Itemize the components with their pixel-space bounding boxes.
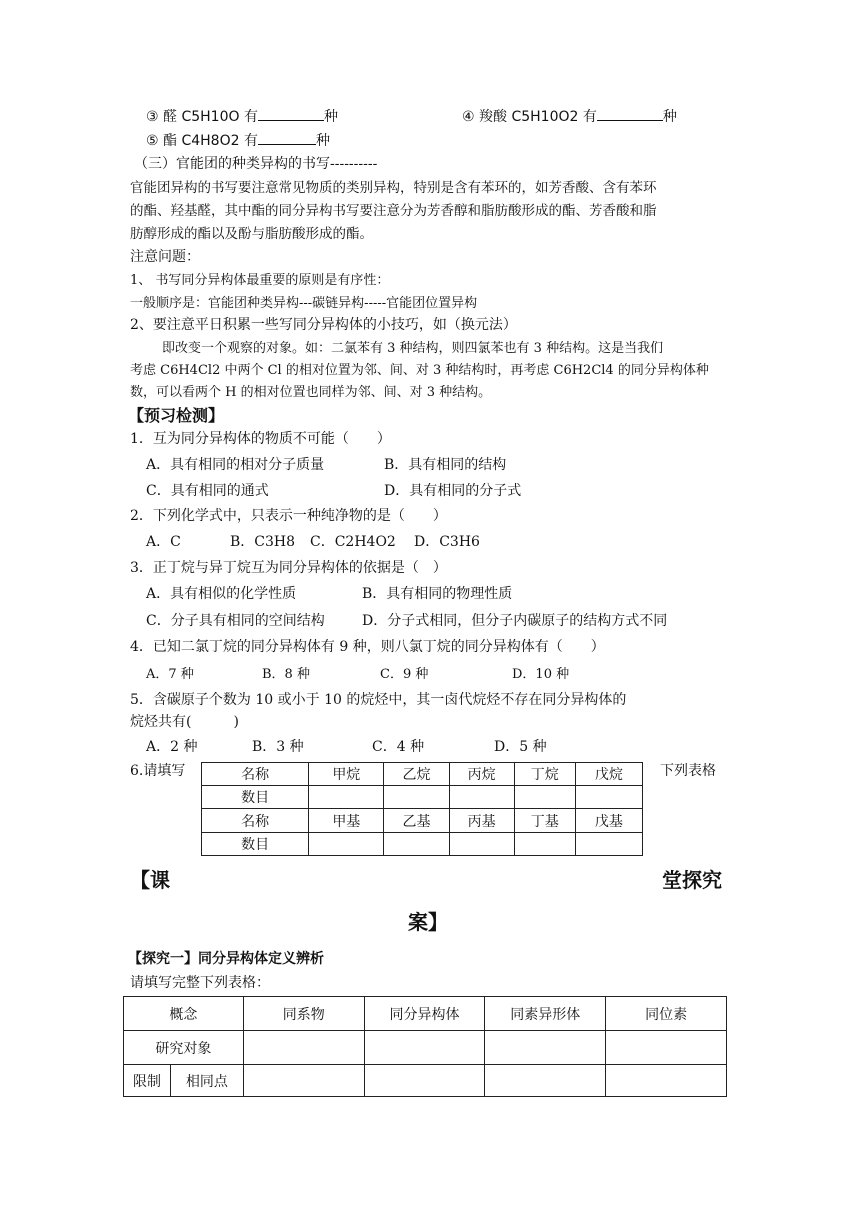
table-cell: 概念 — [124, 997, 244, 1031]
class-heading-right: 堂探究 — [662, 868, 722, 892]
table-input-cell[interactable] — [309, 786, 384, 809]
option-2a[interactable]: A．C — [146, 534, 181, 550]
class-heading-left: 【课 — [130, 868, 170, 892]
table-input-cell[interactable] — [514, 833, 575, 856]
question-4: 4．已知二氯丁烷的同分异构体有 9 种，则八氯丁烷的同分异构体有（ ） — [130, 639, 605, 655]
table-input-cell[interactable] — [364, 1031, 485, 1065]
option-1c[interactable]: C．具有相同的通式 — [146, 483, 269, 499]
item-ester-tail: 种 — [315, 133, 330, 149]
table-cell: 限制 — [124, 1065, 171, 1097]
item-ester — [146, 130, 330, 150]
option-4b[interactable]: B．8 种 — [262, 667, 310, 682]
table-cell: 名称 — [202, 809, 309, 833]
table-input-cell[interactable] — [449, 833, 514, 856]
para-line: 官能团异构的书写要注意常见物质的类别异构，特别是含有苯环的，如芳香酸、含有苯环 — [130, 180, 657, 196]
item-acid-tail: 种 — [662, 109, 677, 125]
table-cell: 甲基 — [309, 809, 384, 833]
table-row — [124, 1065, 727, 1097]
option-1b[interactable]: B．具有相同的结构 — [384, 457, 507, 473]
table-cell: 数目 — [202, 786, 309, 809]
table-input-cell[interactable] — [384, 833, 449, 856]
option-1a[interactable]: A．具有相同的相对分子质量 — [146, 457, 325, 473]
table-cell: 同位素 — [606, 997, 727, 1031]
table-row — [124, 1031, 727, 1065]
table-cell: 戊基 — [575, 809, 642, 833]
table-cell: 丁基 — [514, 809, 575, 833]
item-acid — [462, 106, 677, 126]
option-3d[interactable]: D．分子式相同，但分子内碳原子的结构方式不同 — [362, 613, 668, 629]
option-3b[interactable]: B．具有相同的物理性质 — [362, 586, 513, 602]
inquiry-1-title: 【探究一】同分异构体定义辨析 — [128, 951, 324, 967]
concept-table — [123, 996, 727, 1097]
note-2: 2、要注意平日积累一些写同分异构体的小技巧，如（换元法） — [130, 317, 517, 333]
table-input-cell[interactable] — [485, 1031, 606, 1065]
table-cell: 丙烷 — [449, 763, 514, 786]
option-2d[interactable]: D．C3H6 — [414, 534, 480, 550]
option-3c[interactable]: C．分子具有相同的空间结构 — [146, 613, 325, 629]
question-5: 5．含碳原子个数为 10 或小于 10 的烷烃中，其一卤代烷烃不存在同分异构体的 — [130, 692, 627, 708]
option-3a[interactable]: A．具有相似的化学性质 — [146, 586, 297, 602]
note-title: 注意问题： — [130, 249, 200, 265]
option-5a[interactable]: A．2 种 — [146, 739, 198, 755]
para-line: 肪醇形成的酯以及酚与脂肪酸形成的酯。 — [130, 226, 373, 242]
question-5-cont: 烷烃共有( ) — [130, 714, 239, 730]
table-cell: 数目 — [202, 833, 309, 856]
table-input-cell[interactable] — [575, 786, 642, 809]
item-aldehyde-text: ③ 醛 C5H10O 有 — [146, 109, 258, 125]
option-5c[interactable]: C．4 种 — [372, 739, 425, 755]
note-2-line: 考虑 C6H4Cl2 中两个 Cl 的相对位置为邻、间、对 3 种结构时，再考虑 C6H2Cl4 的同分异构体种 — [130, 363, 709, 378]
table-input-cell[interactable] — [364, 1065, 485, 1097]
answer-blank[interactable] — [258, 106, 324, 121]
preview-heading: 【预习检测】 — [128, 406, 225, 425]
table-row — [202, 833, 643, 856]
option-5d[interactable]: D．5 种 — [494, 739, 547, 755]
table-input-cell[interactable] — [243, 1031, 364, 1065]
answer-blank[interactable] — [258, 130, 316, 145]
note-1: 1、 书写同分异构体最重要的原则是有序性： — [130, 273, 390, 288]
table-input-cell[interactable] — [449, 786, 514, 809]
table-input-cell[interactable] — [606, 1065, 727, 1097]
option-5b[interactable]: B．3 种 — [252, 739, 304, 755]
item-aldehyde — [146, 106, 338, 126]
option-4d[interactable]: D．10 种 — [512, 667, 570, 682]
question-2: 2．下列化学式中，只表示一种纯净物的是（ ） — [130, 508, 447, 524]
question-6-right: 下列表格 — [660, 763, 716, 779]
question-1: 1．互为同分异构体的物质不可能（ ） — [130, 431, 391, 447]
table-row — [202, 809, 643, 833]
option-4c[interactable]: C．9 种 — [380, 667, 429, 682]
table-cell: 名称 — [202, 763, 309, 786]
table-row — [124, 997, 727, 1031]
table-cell: 研究对象 — [124, 1031, 244, 1065]
table-cell: 戊烷 — [575, 763, 642, 786]
option-4a[interactable]: A．7 种 — [146, 667, 194, 682]
option-2b[interactable]: B．C3H8 — [230, 534, 296, 550]
option-2c[interactable]: C．C2H4O2 — [310, 534, 396, 550]
table-row — [202, 786, 643, 809]
inquiry-1-instruction: 请填写完整下列表格： — [130, 975, 270, 991]
item-ester-text: ⑤ 酯 C4H8O2 有 — [146, 133, 258, 149]
table-input-cell[interactable] — [243, 1065, 364, 1097]
table-input-cell[interactable] — [485, 1065, 606, 1097]
note-2-line: 数，可以看两个 H 的相对位置也同样为邻、间、对 3 种结构。 — [130, 385, 492, 400]
alkane-table — [201, 762, 643, 856]
option-1d[interactable]: D．具有相同的分子式 — [384, 483, 522, 499]
table-cell: 同素异形体 — [485, 997, 606, 1031]
table-input-cell[interactable] — [514, 786, 575, 809]
note-2-line: 即改变一个观察的对象。如：二氯苯有 3 种结构，则四氯苯也有 3 种结构。这是当我们 — [162, 341, 664, 356]
table-input-cell[interactable] — [384, 786, 449, 809]
table-input-cell[interactable] — [309, 833, 384, 856]
table-cell: 丁烷 — [514, 763, 575, 786]
table-cell: 相同点 — [170, 1065, 243, 1097]
table-cell: 同系物 — [243, 997, 364, 1031]
table-cell: 甲烷 — [309, 763, 384, 786]
answer-blank[interactable] — [597, 106, 663, 121]
note-1b: 一般顺序是：官能团种类异构---碳链异构-----官能团位置异构 — [130, 296, 478, 311]
item-aldehyde-tail: 种 — [323, 109, 338, 125]
class-heading-line2: 案】 — [408, 910, 448, 934]
table-cell: 乙基 — [384, 809, 449, 833]
table-cell: 同分异构体 — [364, 997, 485, 1031]
table-row — [202, 763, 643, 786]
item-acid-text: ④ 羧酸 C5H10O2 有 — [462, 109, 597, 125]
table-cell: 乙烷 — [384, 763, 449, 786]
table-input-cell[interactable] — [606, 1031, 727, 1065]
table-cell: 丙基 — [449, 809, 514, 833]
table-input-cell[interactable] — [575, 833, 642, 856]
para-line: 的酯、羟基醛，其中酯的同分异构书写要注意分为芳香醇和脂肪酸形成的酯、芳香酸和脂 — [130, 203, 657, 219]
question-6-left: 6.请填写 — [130, 763, 186, 779]
question-3: 3．正丁烷与异丁烷互为同分异构体的依据是（ ） — [130, 560, 447, 576]
section-3-title: （三）官能团的种类异构的书写---------- — [134, 156, 378, 172]
